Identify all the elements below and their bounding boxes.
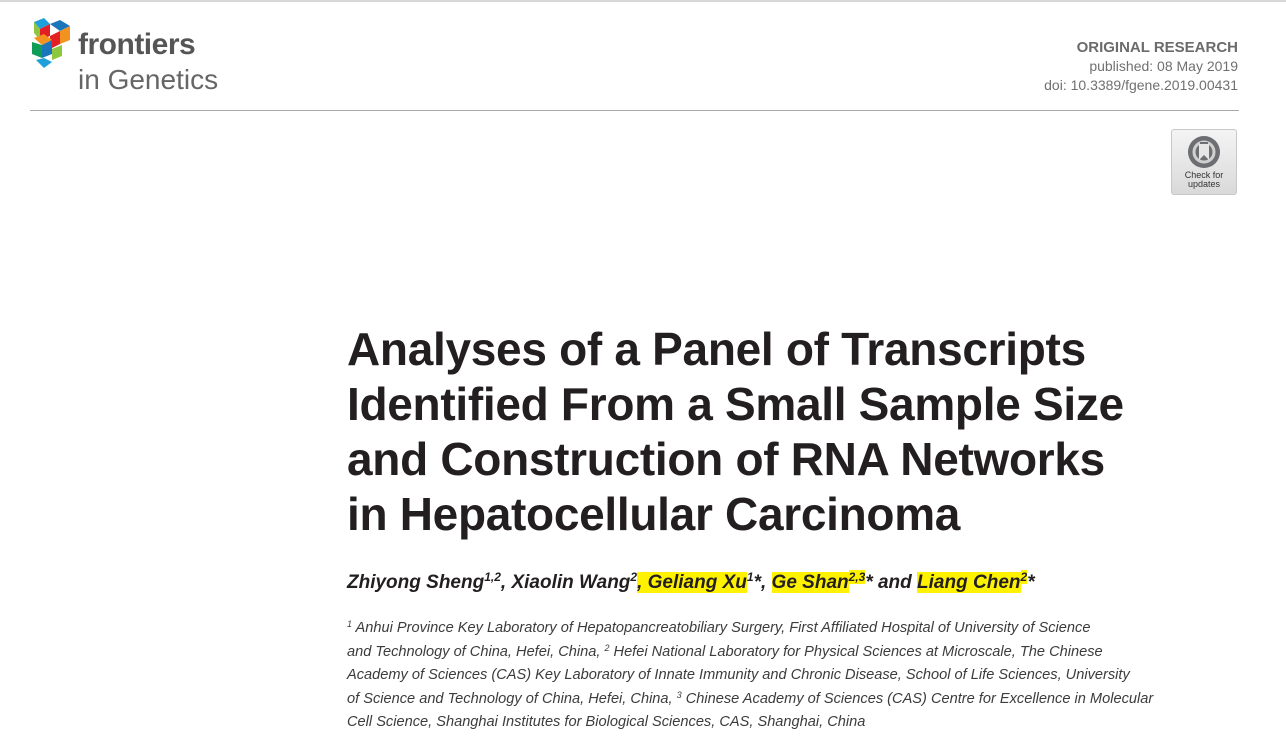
affiliation-marker: 2	[604, 642, 610, 653]
check-for-updates-button[interactable]	[1171, 129, 1237, 195]
author-name[interactable]: Xiaolin Wang	[511, 572, 631, 593]
journal-logo[interactable]	[30, 16, 270, 96]
author-list	[347, 570, 1035, 596]
article-title	[347, 322, 1247, 542]
affiliation-line: Cell Science, Shanghai Institutes for Biological Sciences, CAS, Shanghai, China	[347, 714, 866, 730]
article-meta	[1044, 38, 1238, 95]
affiliation-text: Hefei National Laboratory for Physical Sciences at Microscale, The Chinese	[609, 643, 1103, 660]
article-type: ORIGINAL RESEARCH	[1076, 39, 1238, 56]
author-affiliation-ref: 2,3	[848, 570, 866, 584]
affiliation-text: of Science and Technology of China, Hefei, China,	[347, 690, 677, 707]
top-border	[0, 0, 1286, 2]
author-separator: * and	[865, 572, 918, 593]
author-separator: *	[1027, 572, 1035, 593]
author-separator: ,	[500, 572, 512, 593]
affiliation-text: and Technology of China, Hefei, China,	[347, 643, 605, 660]
author-affiliation-ref: 2	[630, 570, 638, 584]
author-separator: *,	[753, 572, 772, 593]
published-date: published: 08 May 2019	[1089, 58, 1238, 74]
affiliation-text: Anhui Province Key Laboratory of Hepatopancreatobiliary Surgery, First Affiliated Hospital of University of Science	[352, 620, 1091, 636]
author-name-highlighted[interactable]: Ge Shan	[771, 572, 849, 593]
journal-name-subtitle: in Genetics	[78, 64, 219, 95]
affiliation-marker: 1	[347, 619, 353, 629]
title-line: Identified From a Small Sample Size	[347, 378, 1124, 430]
affiliation-marker: 3	[676, 689, 682, 700]
badge-label-line2: updates	[1187, 179, 1221, 189]
header-divider	[30, 110, 1239, 111]
author-affiliation-ref: 1	[746, 570, 754, 584]
doi-link[interactable]: doi: 10.3389/fgene.2019.00431	[1044, 77, 1238, 93]
affiliation-line	[347, 688, 1247, 712]
author-name-highlighted[interactable]: Geliang Xu	[647, 572, 747, 593]
author-name[interactable]: Zhiyong Sheng	[347, 572, 485, 593]
journal-name-frontiers: frontiers	[78, 28, 196, 61]
affiliation-line	[347, 617, 1247, 641]
affiliation-line: Academy of Sciences (CAS) Key Laboratory of Innate Immunity and Chronic Disease, School of Life Sciences, University	[347, 667, 1130, 683]
author-name-highlighted[interactable]: Liang Chen	[917, 572, 1021, 593]
affiliation-text: Chinese Academy of Sciences (CAS) Centre for Excellence in Molecular	[681, 690, 1154, 707]
title-line: Analyses of a Panel of Transcripts	[347, 323, 1086, 375]
badge-label-line1: Check for	[1184, 170, 1224, 180]
frontiers-cube-icon	[30, 16, 76, 72]
affiliation-line	[347, 641, 1247, 665]
author-affiliation-ref: 2	[1020, 570, 1028, 584]
title-line: in Hepatocellular Carcinoma	[347, 488, 961, 540]
crossmark-icon	[1186, 134, 1222, 170]
title-line: and Construction of RNA Networks	[347, 433, 1105, 485]
author-separator: ,	[637, 572, 648, 593]
affiliations	[347, 617, 1247, 735]
author-affiliation-ref: 1,2	[484, 570, 501, 584]
